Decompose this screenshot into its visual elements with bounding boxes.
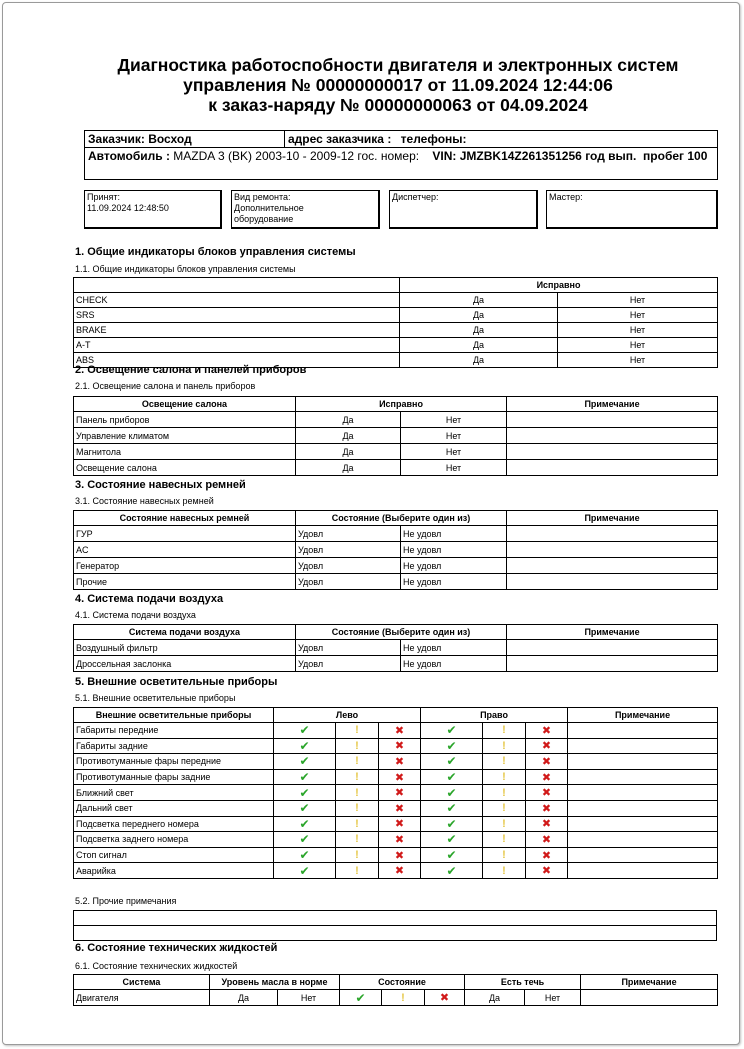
yes-option[interactable]: Да xyxy=(296,460,401,476)
light-name: Габариты передние xyxy=(74,723,274,739)
cross-icon[interactable]: ✖ xyxy=(394,755,405,768)
note-cell[interactable] xyxy=(568,832,718,848)
bad-option[interactable]: Не удовл xyxy=(401,574,507,590)
check-icon[interactable]: ✔ xyxy=(299,770,310,785)
cross-icon[interactable]: ✖ xyxy=(541,849,552,862)
table-row: Дроссельная заслонка Удовл Не удовл xyxy=(74,656,718,672)
accepted-box: Принят: 11.09.2024 12:48:50 xyxy=(84,190,222,229)
exclamation-icon[interactable]: ! xyxy=(355,755,359,768)
table-row: Освещение салона Да Нет xyxy=(74,460,718,476)
ok-option[interactable]: Удовл xyxy=(296,526,401,542)
indicators-table xyxy=(73,277,718,368)
note-cell[interactable] xyxy=(507,640,718,656)
customer-block xyxy=(84,130,718,180)
section-6-heading: 6. Состояние технических жидкостей xyxy=(75,942,278,954)
yes-option[interactable]: Да xyxy=(210,990,278,1006)
note-cell[interactable] xyxy=(507,656,718,672)
cross-icon[interactable]: ✖ xyxy=(541,865,552,878)
check-icon[interactable]: ✔ xyxy=(299,785,310,800)
table-row xyxy=(74,754,718,770)
notes-line[interactable] xyxy=(74,926,717,941)
table-row: ГУР Удовл Не удовл xyxy=(74,526,718,542)
note-cell[interactable] xyxy=(507,542,718,558)
no-option[interactable]: Нет xyxy=(401,460,507,476)
check-icon[interactable]: ✔ xyxy=(446,816,457,831)
table-row: Генератор Удовл Не удовл xyxy=(74,558,718,574)
ok-option[interactable]: Удовл xyxy=(296,574,401,590)
table-row: CHECK Да Нет xyxy=(74,293,718,308)
cross-icon[interactable]: ✖ xyxy=(541,833,552,846)
note-cell[interactable] xyxy=(568,754,718,770)
check-icon[interactable]: ✔ xyxy=(299,863,310,878)
table-row xyxy=(74,738,718,754)
check-icon[interactable]: ✔ xyxy=(299,816,310,831)
light-name: Подсветка заднего номера xyxy=(74,832,274,848)
light-name: Стоп сигнал xyxy=(74,847,274,863)
table-row xyxy=(74,863,718,879)
section-4-heading: 4. Система подачи воздуха xyxy=(75,593,224,605)
check-icon[interactable]: ✔ xyxy=(446,723,457,738)
bad-option[interactable]: Не удовл xyxy=(401,526,507,542)
exclamation-icon[interactable]: ! xyxy=(502,739,506,752)
no-option[interactable]: Нет xyxy=(401,412,507,428)
table-row xyxy=(74,816,718,832)
light-name: Дальний свет xyxy=(74,800,274,816)
belts-table xyxy=(73,510,718,590)
no-option[interactable]: Нет xyxy=(558,338,718,353)
exclamation-icon[interactable]: ! xyxy=(355,849,359,862)
table-row: Магнитола Да Нет xyxy=(74,444,718,460)
table-header: Исправно xyxy=(74,278,718,293)
bad-option[interactable]: Не удовл xyxy=(401,558,507,574)
light-name: Аварийка xyxy=(74,863,274,879)
table-header: Система подачи воздуха Состояние (Выберите один из) Примечание xyxy=(74,625,718,640)
table-row: SRS Да Нет xyxy=(74,308,718,323)
note-cell[interactable] xyxy=(568,847,718,863)
section-5-heading: 5. Внешние осветительные приборы xyxy=(75,676,278,688)
exclamation-icon[interactable]: ! xyxy=(502,786,506,799)
table-header: Состояние навесных ремней Состояние (Выберите один из) Примечание xyxy=(74,511,718,526)
master-box: Мастер: xyxy=(546,190,718,229)
interior-lighting-table xyxy=(73,396,718,476)
light-name: Противотуманные фары задние xyxy=(74,769,274,785)
section-2-heading: 2. Освещение салона и панелей приборов xyxy=(75,364,307,376)
no-option[interactable]: Нет xyxy=(558,308,718,323)
table-row: A-T Да Нет xyxy=(74,338,718,353)
check-icon[interactable]: ✔ xyxy=(446,770,457,785)
exclamation-icon[interactable]: ! xyxy=(355,786,359,799)
cross-icon[interactable]: ✖ xyxy=(541,740,552,753)
note-cell[interactable] xyxy=(507,558,718,574)
check-icon[interactable]: ✔ xyxy=(446,863,457,878)
check-icon[interactable]: ✔ xyxy=(299,723,310,738)
document-title: Диагностика работоспобности двигателя и электронных систем управления № 00000000017 от 11.09.2024 12:44:06 к заказ-наряду № 00000000063 от 04.09.2024 xyxy=(117,55,679,115)
table-row: BRAKE Да Нет xyxy=(74,323,718,338)
note-cell[interactable] xyxy=(568,863,718,879)
note-cell[interactable] xyxy=(568,800,718,816)
note-cell[interactable] xyxy=(568,769,718,785)
table-row xyxy=(74,847,718,863)
exclamation-icon[interactable]: ! xyxy=(502,849,506,862)
cross-icon[interactable]: ✖ xyxy=(394,802,405,815)
exclamation-icon[interactable]: ! xyxy=(355,817,359,830)
note-cell[interactable] xyxy=(507,428,718,444)
cross-icon[interactable]: ✖ xyxy=(541,818,552,831)
note-cell[interactable] xyxy=(507,460,718,476)
table-row xyxy=(74,723,718,739)
table-row xyxy=(74,800,718,816)
cross-icon[interactable]: ✖ xyxy=(439,992,450,1004)
table-row: Управление климатом Да Нет xyxy=(74,428,718,444)
check-icon[interactable]: ✔ xyxy=(299,848,310,863)
no-option[interactable]: Нет xyxy=(558,323,718,338)
cross-icon[interactable]: ✖ xyxy=(541,724,552,737)
light-name: Противотуманные фары передние xyxy=(74,754,274,770)
check-icon[interactable]: ✔ xyxy=(299,738,310,753)
exclamation-icon[interactable]: ! xyxy=(502,864,506,877)
exclamation-icon[interactable]: ! xyxy=(355,864,359,877)
exclamation-icon[interactable]: ! xyxy=(502,755,506,768)
cross-icon[interactable]: ✖ xyxy=(394,724,405,737)
table-row: ABS Да Нет xyxy=(74,353,718,368)
note-cell[interactable] xyxy=(581,990,718,1006)
exclamation-icon[interactable]: ! xyxy=(355,833,359,846)
check-icon[interactable]: ✔ xyxy=(355,990,366,1005)
table-row: Панель приборов Да Нет xyxy=(74,412,718,428)
yes-option[interactable]: Да xyxy=(296,444,401,460)
notes-line[interactable] xyxy=(74,911,717,926)
section-3-subheading: 3.1. Состояние навесных ремней xyxy=(75,496,214,506)
note-cell[interactable] xyxy=(507,444,718,460)
bad-option[interactable]: Не удовл xyxy=(401,542,507,558)
table-header: Система Уровень масла в норме Состояние Есть течь Примечание xyxy=(74,975,718,990)
ok-option[interactable]: Удовл xyxy=(296,558,401,574)
light-name: Ближний свет xyxy=(74,785,274,801)
cross-icon[interactable]: ✖ xyxy=(394,740,405,753)
table-row xyxy=(74,785,718,801)
check-icon[interactable]: ✔ xyxy=(446,754,457,769)
section-1-heading: 1. Общие индикаторы блоков управления системы xyxy=(75,246,356,258)
section-5-2-subheading: 5.2. Прочие примечания xyxy=(75,896,177,906)
cross-icon[interactable]: ✖ xyxy=(541,755,552,768)
no-option[interactable]: Нет xyxy=(401,428,507,444)
check-icon[interactable]: ✔ xyxy=(446,832,457,847)
bad-option[interactable]: Не удовл xyxy=(401,640,507,656)
no-option[interactable]: Нет xyxy=(558,293,718,308)
yes-option[interactable]: Да xyxy=(400,338,558,353)
exclamation-icon[interactable]: ! xyxy=(502,817,506,830)
note-cell[interactable] xyxy=(507,412,718,428)
leak-no-option[interactable]: Нет xyxy=(525,990,581,1006)
exclamation-icon[interactable]: ! xyxy=(502,802,506,815)
ok-option[interactable]: Удовл xyxy=(296,542,401,558)
cross-icon[interactable]: ✖ xyxy=(541,771,552,784)
note-cell[interactable] xyxy=(568,816,718,832)
check-icon[interactable]: ✔ xyxy=(299,801,310,816)
bad-option[interactable]: Не удовл xyxy=(401,656,507,672)
table-row xyxy=(74,769,718,785)
yes-option[interactable]: Да xyxy=(400,293,558,308)
yes-option[interactable]: Да xyxy=(400,323,558,338)
ok-option[interactable]: Удовл xyxy=(296,656,401,672)
note-cell[interactable] xyxy=(568,723,718,739)
exclamation-icon[interactable]: ! xyxy=(355,802,359,815)
section-6-subheading: 6.1. Состояние технических жидкостей xyxy=(75,961,238,971)
section-2-subheading: 2.1. Освещение салона и панель приборов xyxy=(75,381,256,391)
check-icon[interactable]: ✔ xyxy=(299,832,310,847)
yes-option[interactable]: Да xyxy=(296,412,401,428)
cross-icon[interactable]: ✖ xyxy=(394,833,405,846)
cross-icon[interactable]: ✖ xyxy=(394,865,405,878)
cross-icon[interactable]: ✖ xyxy=(394,787,405,800)
table-header: Освещение салона Исправно Примечание xyxy=(74,397,718,412)
check-icon[interactable]: ✔ xyxy=(299,754,310,769)
fluids-table xyxy=(73,974,718,1006)
section-4-subheading: 4.1. Система подачи воздуха xyxy=(75,610,196,620)
table-row: AC Удовл Не удовл xyxy=(74,542,718,558)
section-1-subheading: 1.1. Общие индикаторы блоков управления системы xyxy=(75,264,296,274)
indicators-body xyxy=(74,293,718,368)
no-option[interactable]: Нет xyxy=(278,990,340,1006)
repair-type-box: Вид ремонта: Дополнительное оборудование xyxy=(231,190,380,229)
air-supply-table xyxy=(73,624,718,672)
yes-option[interactable]: Да xyxy=(400,308,558,323)
cross-icon[interactable]: ✖ xyxy=(541,787,552,800)
yes-option[interactable]: Да xyxy=(296,428,401,444)
exclamation-icon[interactable]: ! xyxy=(401,991,405,1004)
exterior-lighting-body xyxy=(74,723,718,879)
note-cell[interactable] xyxy=(507,526,718,542)
note-cell[interactable] xyxy=(568,738,718,754)
table-row xyxy=(74,832,718,848)
yes-option[interactable]: Да xyxy=(400,353,558,368)
exclamation-icon[interactable]: ! xyxy=(502,833,506,846)
light-name: Габариты задние xyxy=(74,738,274,754)
check-icon[interactable]: ✔ xyxy=(446,738,457,753)
cross-icon[interactable]: ✖ xyxy=(541,802,552,815)
cross-icon[interactable]: ✖ xyxy=(394,849,405,862)
address-label: адрес заказчика : xyxy=(288,132,392,146)
other-notes-table xyxy=(73,910,717,941)
exterior-lighting-table xyxy=(73,707,718,879)
table-row: Двигателя Да Нет ✔ ! ✖ Да Нет xyxy=(74,990,718,1006)
exclamation-icon[interactable]: ! xyxy=(502,771,506,784)
exclamation-icon[interactable]: ! xyxy=(355,771,359,784)
cross-icon[interactable]: ✖ xyxy=(394,771,405,784)
exclamation-icon[interactable]: ! xyxy=(355,724,359,737)
section-5-subheading: 5.1. Внешние осветительные приборы xyxy=(75,693,236,703)
no-option[interactable]: Нет xyxy=(558,353,718,368)
no-option[interactable]: Нет xyxy=(401,444,507,460)
check-icon[interactable]: ✔ xyxy=(446,848,457,863)
light-name: Подсветка переднего номера xyxy=(74,816,274,832)
table-row: Воздушный фильтр Удовл Не удовл xyxy=(74,640,718,656)
table-header: Внешние осветительные приборы Лево Право Примечание xyxy=(74,708,718,723)
check-icon[interactable]: ✔ xyxy=(446,785,457,800)
note-cell[interactable] xyxy=(507,574,718,590)
car-info: Автомобиль : MAZDA 3 (BK) 2003-10 - 2009-12 гос. номер: VIN: JMZBK14Z261351256 год вып. пробег 100 xyxy=(88,149,708,163)
check-icon[interactable]: ✔ xyxy=(446,801,457,816)
dispatcher-box: Диспетчер: xyxy=(389,190,538,229)
phones-label: телефоны: xyxy=(400,132,467,146)
ok-option[interactable]: Удовл xyxy=(296,640,401,656)
leak-yes-option[interactable]: Да xyxy=(465,990,525,1006)
exclamation-icon[interactable]: ! xyxy=(355,739,359,752)
table-row: Прочие Удовл Не удовл xyxy=(74,574,718,590)
section-3-heading: 3. Состояние навесных ремней xyxy=(75,479,246,491)
exclamation-icon[interactable]: ! xyxy=(502,724,506,737)
note-cell[interactable] xyxy=(568,785,718,801)
cross-icon[interactable]: ✖ xyxy=(394,818,405,831)
client-name: Заказчик: Восход xyxy=(85,131,285,147)
